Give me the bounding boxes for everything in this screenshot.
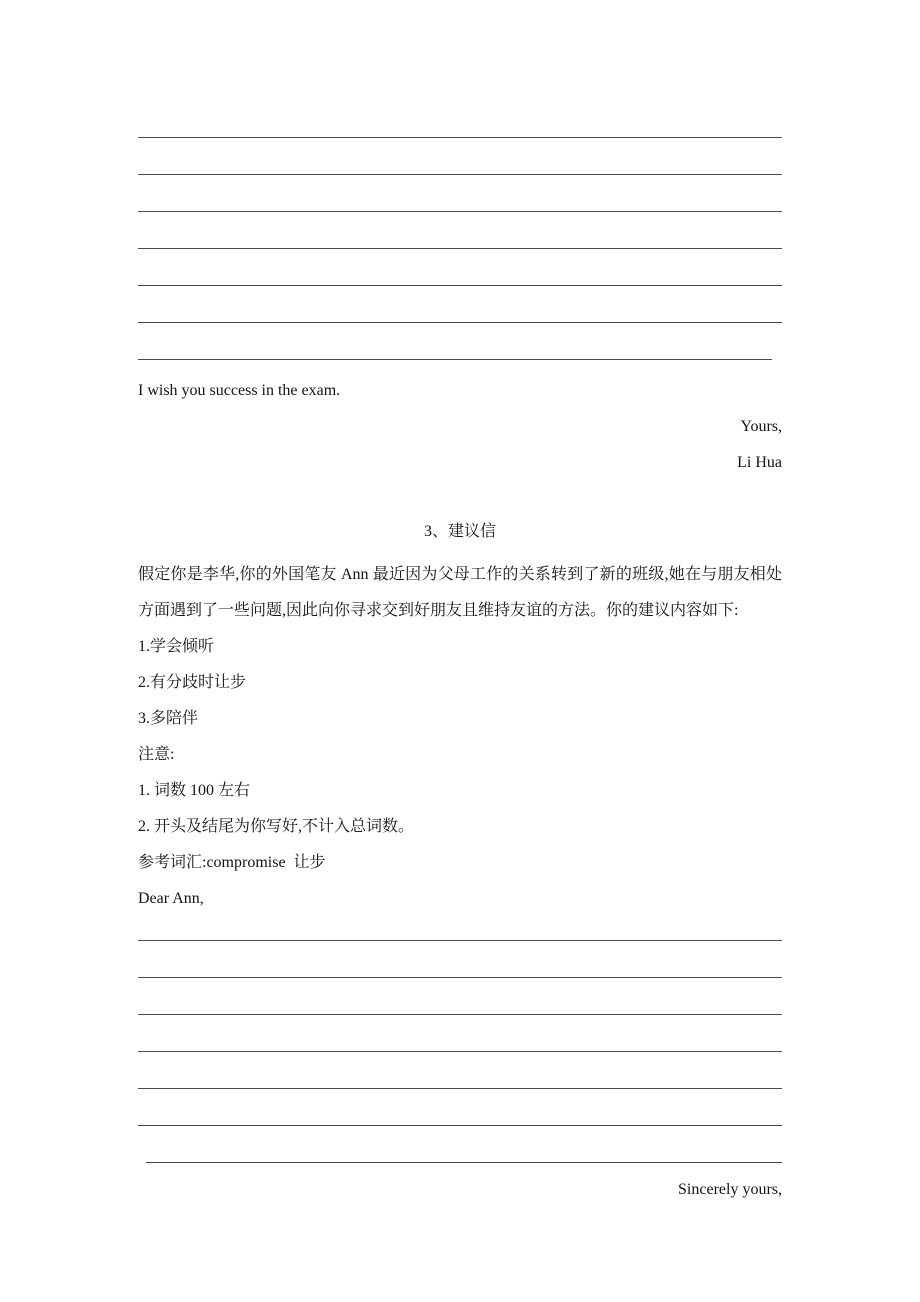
note-item-2: 2. 开头及结尾为你写好,不计入总词数。 — [138, 818, 415, 835]
writing-lines-top — [138, 101, 782, 360]
writing-line — [138, 175, 782, 212]
writing-lines-bottom — [138, 904, 782, 1163]
suggestion-point-3: 3.多陪伴 — [138, 710, 199, 727]
writing-line — [138, 323, 772, 360]
writing-line — [138, 212, 782, 249]
writing-line — [138, 249, 782, 286]
writing-line — [138, 941, 782, 978]
writing-line — [138, 904, 782, 941]
letter1-signoff: Yours, — [740, 418, 782, 435]
section-prompt: 假定你是李华,你的外国笔友 Ann 最近因为父母工作的关系转到了新的班级,她在与朋友相处方面遇到了一些问题,因此向你寻求交到好朋友且维持友谊的方法。你的建议内容如下: — [138, 566, 782, 619]
writing-line — [138, 138, 782, 175]
suggestion-point-1: 1.学会倾听 — [138, 638, 215, 655]
writing-line — [138, 1089, 782, 1126]
writing-line — [138, 1052, 782, 1089]
letter1-closing-sentence: I wish you success in the exam. — [138, 382, 341, 399]
suggestion-point-2: 2.有分歧时让步 — [138, 674, 247, 691]
section-heading: 3、建议信 — [423, 523, 496, 540]
section-signoff: Sincerely yours, — [678, 1181, 782, 1198]
writing-line — [138, 978, 782, 1015]
vocab-hint: 参考词汇:compromise 让步 — [138, 854, 326, 871]
writing-line — [138, 1015, 782, 1052]
writing-line — [138, 286, 782, 323]
note-item-1: 1. 词数 100 左右 — [138, 782, 251, 799]
letter1-signature: Li Hua — [737, 454, 782, 471]
salutation: Dear Ann, — [138, 890, 204, 907]
writing-line — [146, 1126, 782, 1163]
writing-line — [138, 101, 782, 138]
notes-label: 注意: — [138, 746, 175, 763]
